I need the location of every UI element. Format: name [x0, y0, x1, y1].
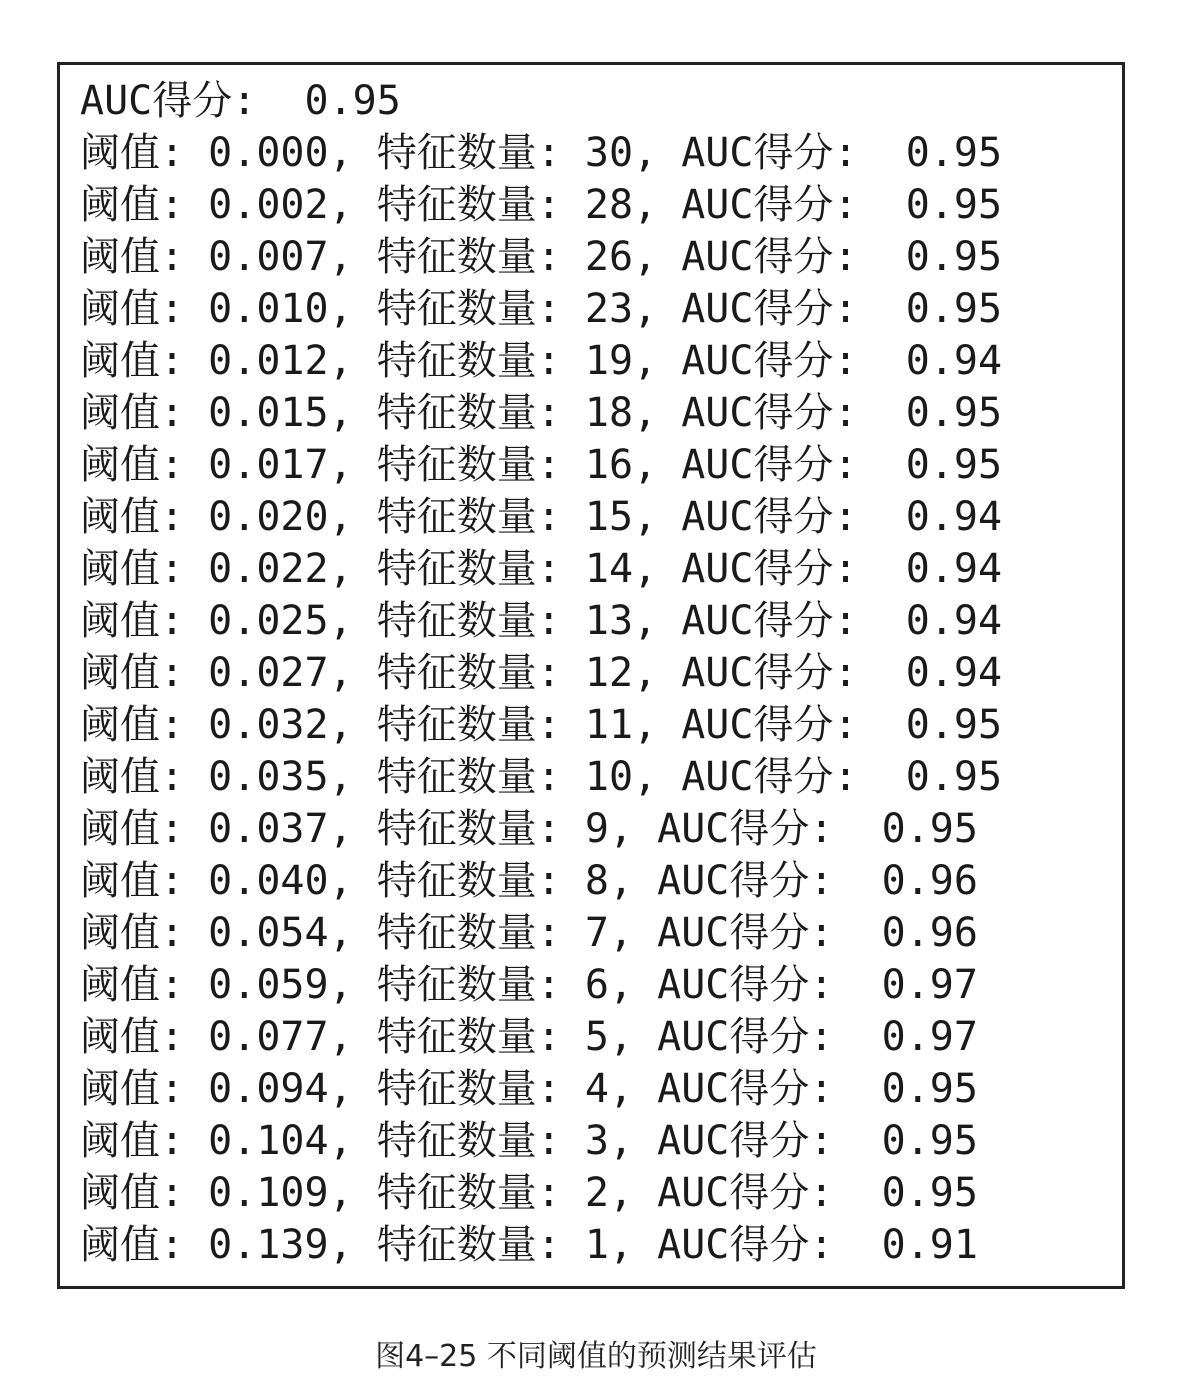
figure-caption: 图4–25 不同阈值的预测结果评估: [375, 1339, 817, 1374]
result-line: 阈值: 0.094, 特征数量: 4, AUC得分: 0.95: [80, 1066, 978, 1112]
result-line: 阈值: 0.000, 特征数量: 30, AUC得分: 0.95: [80, 130, 1003, 176]
result-line: 阈值: 0.104, 特征数量: 3, AUC得分: 0.95: [80, 1118, 978, 1164]
result-line: 阈值: 0.035, 特征数量: 10, AUC得分: 0.95: [80, 754, 1003, 800]
result-line: 阈值: 0.002, 特征数量: 28, AUC得分: 0.95: [80, 182, 1003, 228]
result-line: 阈值: 0.054, 特征数量: 7, AUC得分: 0.96: [80, 910, 978, 956]
result-line: 阈值: 0.077, 特征数量: 5, AUC得分: 0.97: [80, 1014, 978, 1060]
result-line: 阈值: 0.022, 特征数量: 14, AUC得分: 0.94: [80, 546, 1003, 592]
result-line: 阈值: 0.012, 特征数量: 19, AUC得分: 0.94: [80, 338, 1003, 384]
result-line: 阈值: 0.139, 特征数量: 1, AUC得分: 0.91: [80, 1222, 978, 1268]
result-line: 阈值: 0.032, 特征数量: 11, AUC得分: 0.95: [80, 702, 1003, 748]
result-line: 阈值: 0.010, 特征数量: 23, AUC得分: 0.95: [80, 286, 1003, 332]
result-line: 阈值: 0.037, 特征数量: 9, AUC得分: 0.95: [80, 806, 978, 852]
auc-header-line: AUC得分: 0.95: [80, 78, 401, 124]
result-line: 阈值: 0.027, 特征数量: 12, AUC得分: 0.94: [80, 650, 1003, 696]
result-line: 阈值: 0.040, 特征数量: 8, AUC得分: 0.96: [80, 858, 978, 904]
result-line: 阈值: 0.020, 特征数量: 15, AUC得分: 0.94: [80, 494, 1003, 540]
result-line: 阈值: 0.015, 特征数量: 18, AUC得分: 0.95: [80, 390, 1003, 436]
result-line: 阈值: 0.007, 特征数量: 26, AUC得分: 0.95: [80, 234, 1003, 280]
result-line: 阈值: 0.017, 特征数量: 16, AUC得分: 0.95: [80, 442, 1003, 488]
result-line: 阈值: 0.109, 特征数量: 2, AUC得分: 0.95: [80, 1170, 978, 1216]
result-line: 阈值: 0.025, 特征数量: 13, AUC得分: 0.94: [80, 598, 1003, 644]
output-box: [57, 62, 1125, 1289]
result-line: 阈值: 0.059, 特征数量: 6, AUC得分: 0.97: [80, 962, 978, 1008]
